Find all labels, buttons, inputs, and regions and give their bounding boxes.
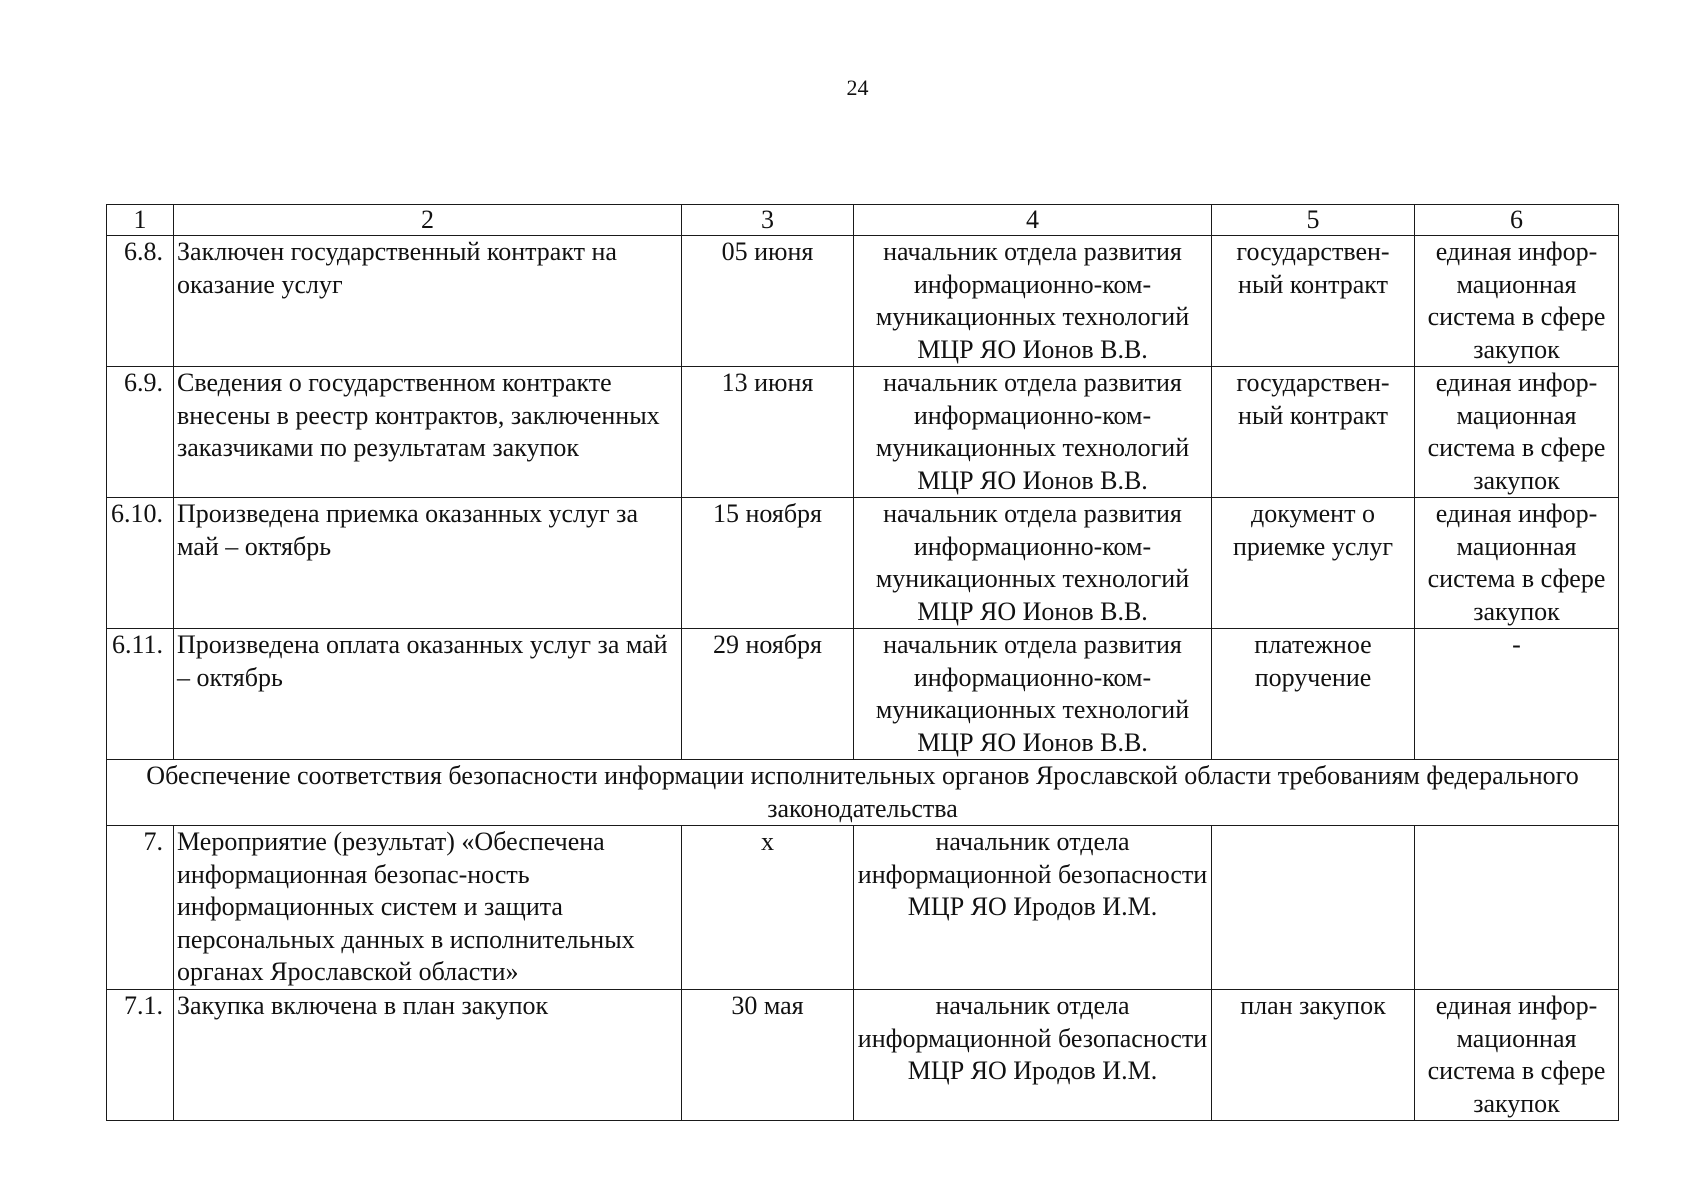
column-header: 5 [1212, 205, 1415, 236]
event-cell: Закупка включена в план закупок [174, 990, 682, 1121]
section-title: Обеспечение соответствия безопасности информации исполнительных органов Ярославской области требованиям федерального законодательства [107, 760, 1619, 826]
document-cell: государствен-ный контракт [1212, 236, 1415, 367]
date-cell: 30 мая [682, 990, 854, 1121]
system-cell [1415, 826, 1619, 990]
column-header: 1 [107, 205, 174, 236]
row-number: 6.10. [107, 498, 174, 629]
system-cell: - [1415, 629, 1619, 760]
event-cell: Произведена приемка оказанных услуг за май – октябрь [174, 498, 682, 629]
responsible-cell: начальник отдела развития информационно-ком-муникационных технологий МЦР ЯО Ионов В.В. [854, 629, 1212, 760]
row-number: 7. [107, 826, 174, 990]
column-header: 4 [854, 205, 1212, 236]
page-number: 24 [846, 75, 869, 100]
event-cell: Заключен государственный контракт на оказание услуг [174, 236, 682, 367]
document-cell: платежное поручение [1212, 629, 1415, 760]
date-cell: х [682, 826, 854, 990]
table-row [107, 826, 1619, 990]
system-cell: единая инфор-мационная система в сфере закупок [1415, 236, 1619, 367]
table-header-row [107, 205, 1619, 236]
section-row [107, 760, 1619, 826]
event-cell: Произведена оплата оказанных услуг за май – октябрь [174, 629, 682, 760]
document-cell: государствен-ный контракт [1212, 367, 1415, 498]
system-cell: единая инфор-мационная система в сфере закупок [1415, 498, 1619, 629]
responsible-cell: начальник отдела развития информационно-ком-муникационных технологий МЦР ЯО Ионов В.В. [854, 498, 1212, 629]
responsible-cell: начальник отдела развития информационно-ком-муникационных технологий МЦР ЯО Ионов В.В. [854, 367, 1212, 498]
responsible-cell: начальник отдела информационной безопасности МЦР ЯО Иродов И.М. [854, 826, 1212, 990]
plan-table [106, 204, 1619, 1121]
date-cell: 15 ноября [682, 498, 854, 629]
row-number: 6.9. [107, 367, 174, 498]
column-header: 3 [682, 205, 854, 236]
column-header: 2 [174, 205, 682, 236]
table-row [107, 367, 1619, 498]
event-cell: Сведения о государственном контракте внесены в реестр контрактов, заключенных заказчиками по результатам закупок [174, 367, 682, 498]
date-cell: 05 июня [682, 236, 854, 367]
responsible-cell: начальник отдела информационной безопасности МЦР ЯО Иродов И.М. [854, 990, 1212, 1121]
table-row [107, 990, 1619, 1121]
date-cell: 13 июня [682, 367, 854, 498]
document-cell: план закупок [1212, 990, 1415, 1121]
table-row [107, 498, 1619, 629]
date-cell: 29 ноября [682, 629, 854, 760]
document-cell: документ о приемке услуг [1212, 498, 1415, 629]
row-number: 6.8. [107, 236, 174, 367]
responsible-cell: начальник отдела развития информационно-ком-муникационных технологий МЦР ЯО Ионов В.В. [854, 236, 1212, 367]
column-header: 6 [1415, 205, 1619, 236]
table-row [107, 236, 1619, 367]
table-row [107, 629, 1619, 760]
event-cell: Мероприятие (результат) «Обеспечена информационная безопас-ность информационных систем и защита персональных данных в исполнительных органах Ярославской области» [174, 826, 682, 990]
document-cell [1212, 826, 1415, 990]
system-cell: единая инфор-мационная система в сфере закупок [1415, 367, 1619, 498]
row-number: 6.11. [107, 629, 174, 760]
system-cell: единая инфор-мационная система в сфере закупок [1415, 990, 1619, 1121]
row-number: 7.1. [107, 990, 174, 1121]
